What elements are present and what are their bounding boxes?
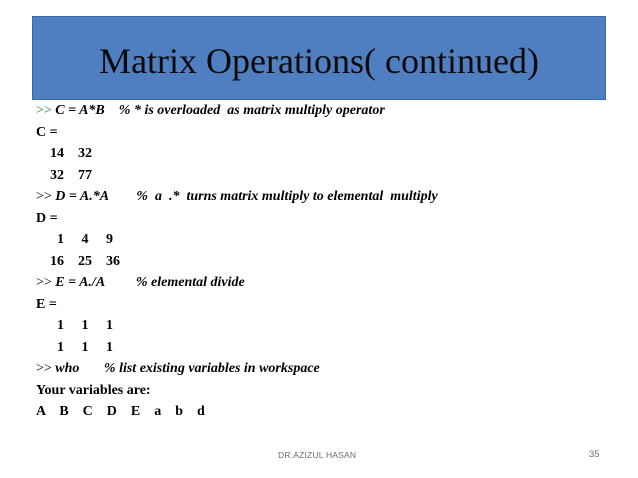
command-text: who: [51, 361, 80, 376]
page-number: 35: [589, 449, 600, 460]
comment-text: % * is overloaded as matrix multiply operator: [104, 103, 385, 118]
prompt-symbol: >>: [36, 103, 52, 118]
comment-text: % a .* turns matrix multiply to elemental multiply: [108, 189, 438, 204]
code-line-1: [36, 100, 626, 122]
command-text: C = A*B: [51, 103, 105, 118]
footer-author: DR.AZIZUL HASAN: [278, 450, 357, 460]
code-listing: [36, 100, 626, 423]
prompt-symbol: >>: [36, 275, 52, 290]
code-line-10: E =: [36, 296, 57, 312]
code-line-15: A B C D E a b d: [36, 404, 205, 419]
code-line-2: C =: [36, 124, 58, 140]
code-line-7: 1 4 9: [36, 232, 113, 247]
comment-text: % list existing variables in workspace: [79, 361, 320, 376]
prompt-symbol: >>: [36, 361, 52, 376]
comment-text: % elemental divide: [104, 275, 245, 290]
code-line-11: 1 1 1: [36, 318, 113, 333]
code-line-14: Your variables are:: [36, 382, 151, 398]
code-line-12: 1 1 1: [36, 339, 113, 355]
code-line-8: 16 25 36: [36, 253, 120, 269]
code-line-5: [36, 186, 626, 208]
code-line-13: [36, 358, 626, 380]
code-line-4: 32 77: [36, 167, 92, 183]
slide-title: Matrix Operations( continued): [99, 41, 539, 81]
command-text: D = A.*A: [51, 189, 109, 204]
slide-title-box: [32, 16, 606, 100]
code-line-6: D =: [36, 210, 58, 226]
prompt-symbol: >>: [36, 189, 52, 204]
code-line-9: [36, 272, 626, 294]
code-line-3: 14 32: [36, 146, 92, 161]
command-text: E = A./A: [51, 275, 105, 290]
